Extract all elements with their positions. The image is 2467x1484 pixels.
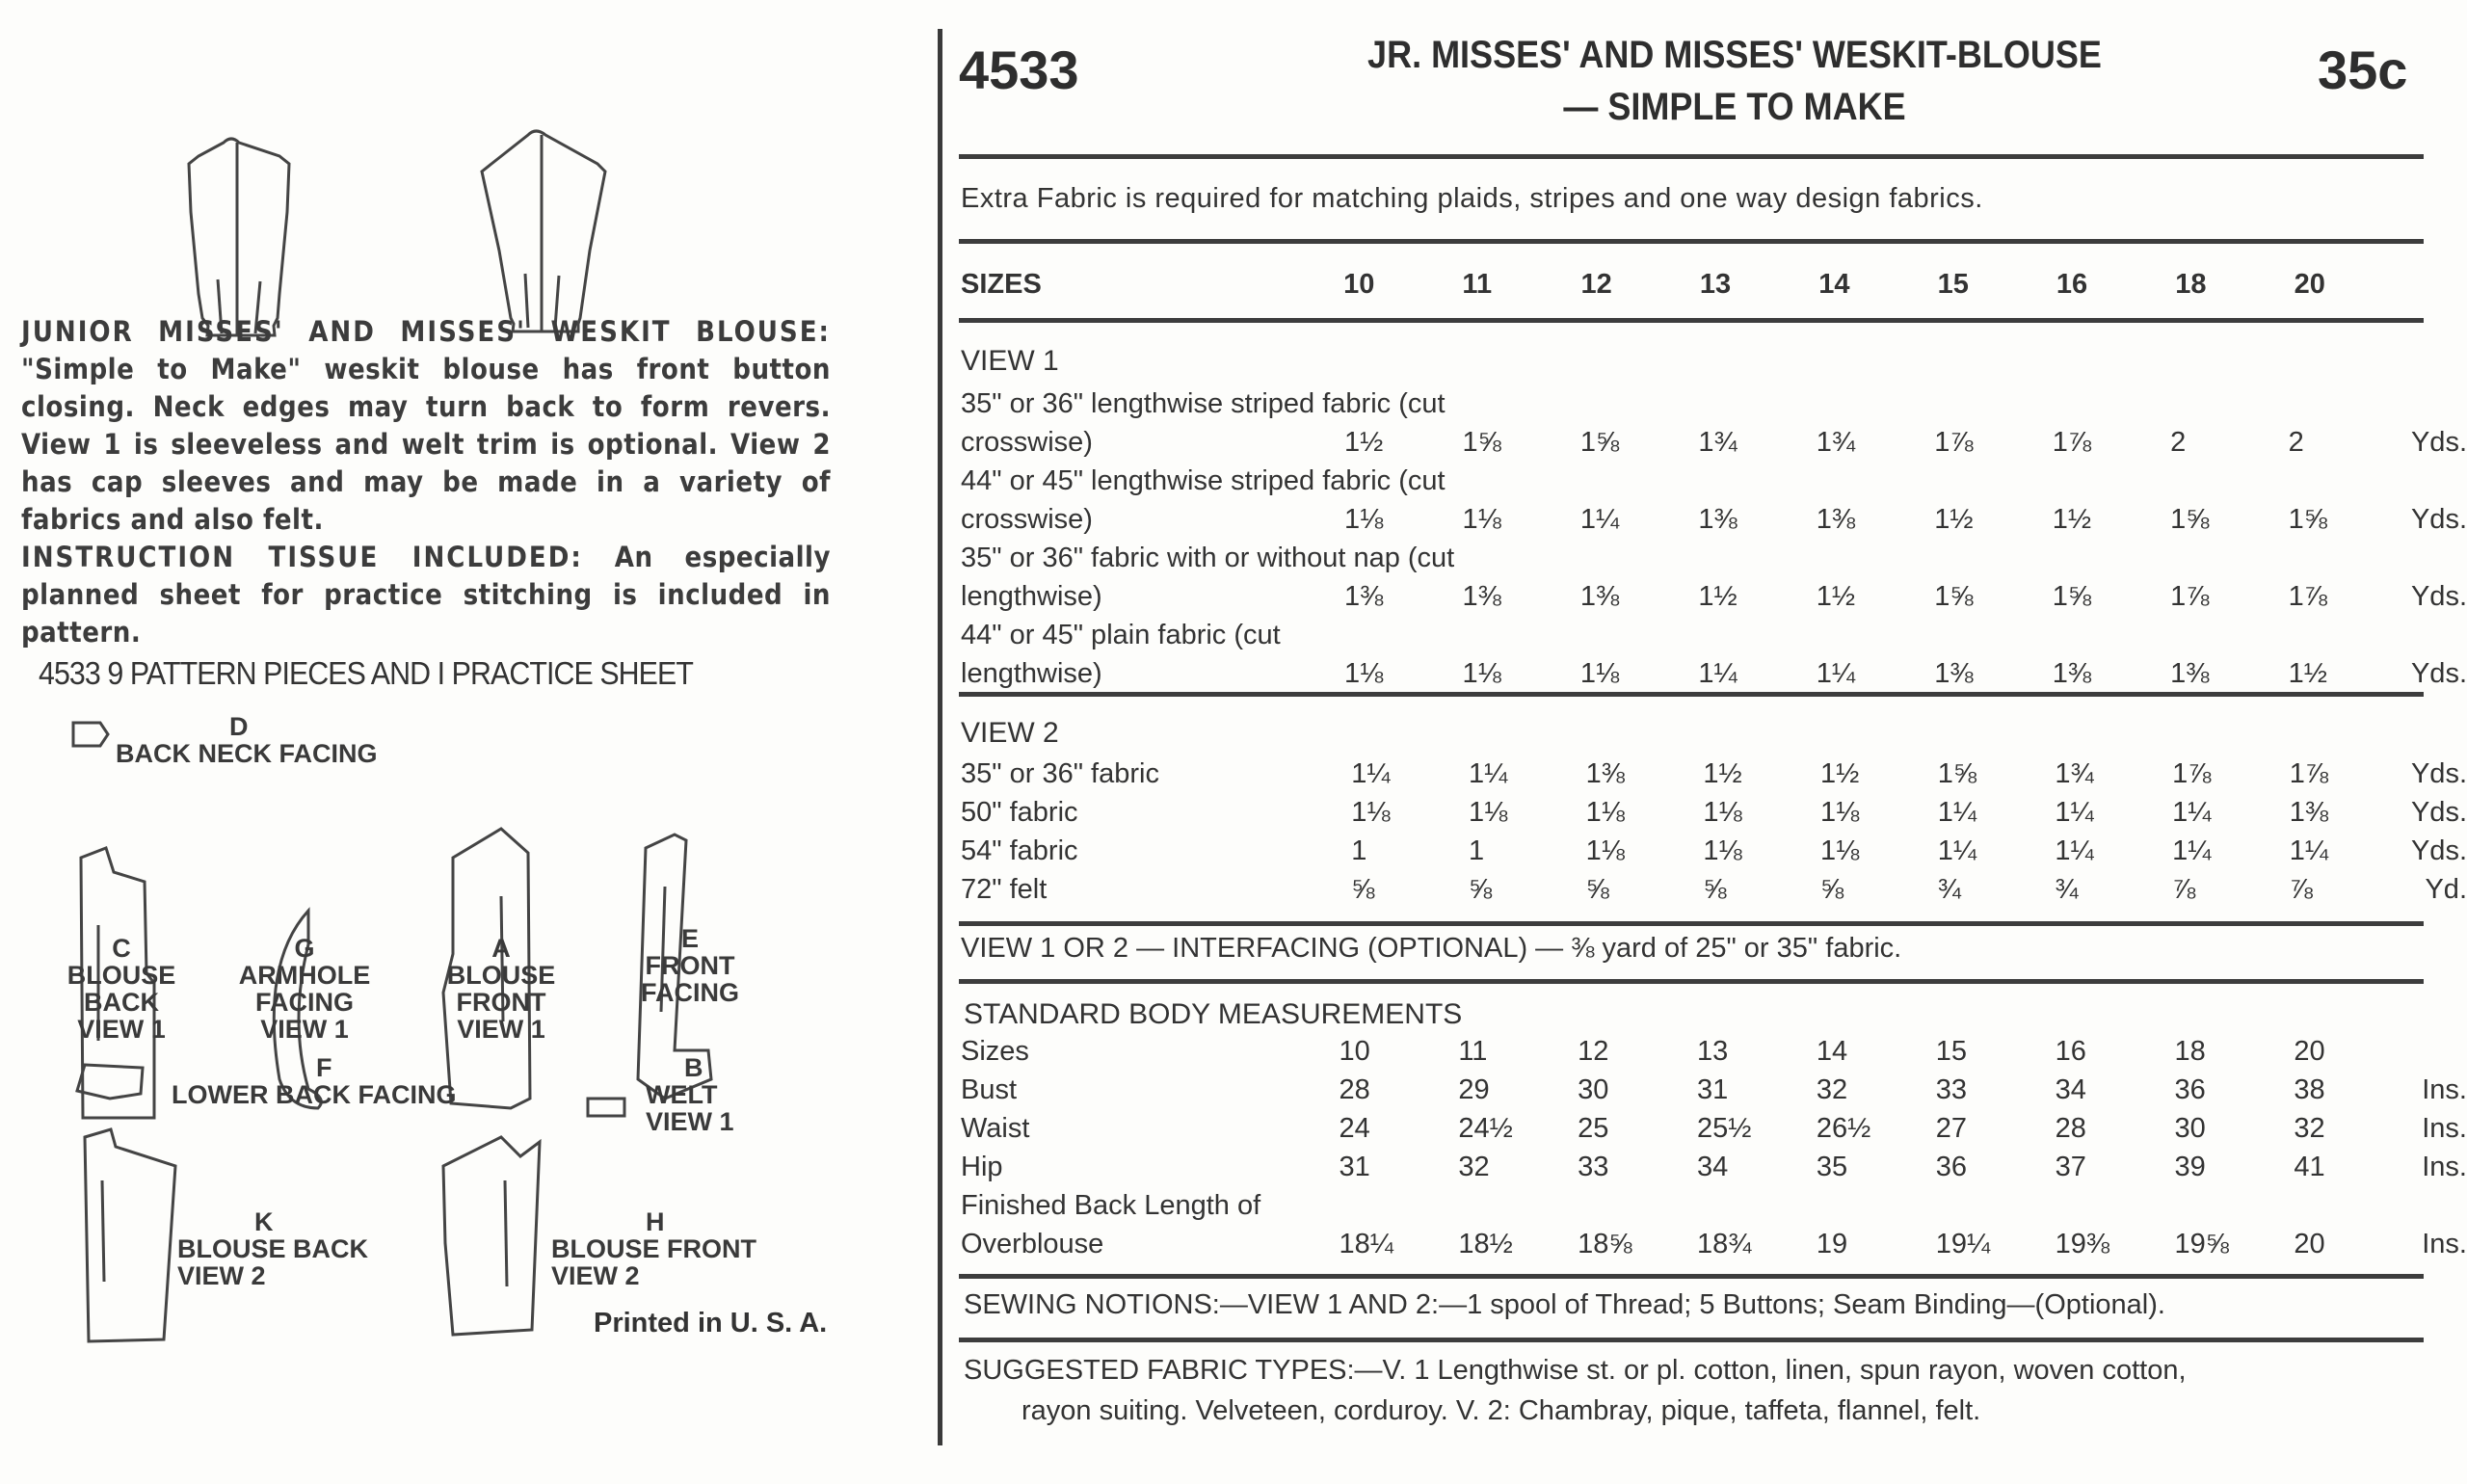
measurement-value: 28: [1339, 1074, 1370, 1105]
yardage-value: 1¼: [1937, 797, 1977, 828]
yardage-value: 1⅜: [1585, 758, 1625, 789]
measurement-label: Hip: [961, 1152, 1003, 1182]
piece-d-shape: [73, 723, 108, 746]
yardage-value: 1½: [1343, 427, 1384, 458]
piece-label-k: K BLOUSE BACK VIEW 2: [177, 1207, 369, 1290]
yardage-value: ¾: [1937, 874, 1961, 905]
yardage-value: 1⅞: [2289, 758, 2329, 789]
yardage-value: ⅝: [1585, 874, 1609, 905]
yardage-value: 1⅞: [2170, 581, 2210, 612]
yardage-value: 1⅛: [1468, 797, 1508, 828]
measurement-value: 36: [1935, 1152, 1968, 1182]
view2-label: VIEW 2: [961, 717, 1059, 749]
piece-h-shape: [443, 1137, 540, 1335]
row-label: 72" felt: [961, 874, 1048, 905]
measurement-value: 31: [1697, 1074, 1729, 1105]
view2-table: [961, 752, 2467, 906]
size: 13: [1699, 269, 1732, 300]
yardage-value: 1¼: [2055, 835, 2094, 866]
yardage-value: 1⅛: [1820, 797, 1860, 828]
yardage-value: ¾: [2055, 874, 2079, 905]
back-length-value: 19¼: [1935, 1229, 1991, 1259]
piece-label-c: C BLOUSE BACK VIEW 1: [66, 934, 176, 1044]
blouse-view2-drawing: [482, 131, 605, 331]
size: 18: [2174, 1036, 2206, 1067]
measurement-row: [961, 1145, 2467, 1183]
body-measurements-label: STANDARD BODY MEASUREMENTS: [964, 998, 1463, 1030]
row-label-line2: lengthwise): [961, 658, 1102, 689]
back-length-value: 18½: [1458, 1229, 1513, 1259]
measurement-value: 34: [1697, 1152, 1729, 1182]
column-divider: [938, 29, 942, 1445]
measurement-value: 29: [1458, 1074, 1490, 1105]
size: 14: [1818, 269, 1850, 300]
yardage-value: 1⅝: [1462, 427, 1501, 458]
sizes-label: Sizes: [961, 1036, 1029, 1067]
measurement-value: 38: [2294, 1074, 2325, 1105]
measurement-value: 26½: [1816, 1113, 1871, 1144]
yardage-value: 1⅜: [2289, 797, 2329, 828]
yardage-value: 1¼: [2172, 835, 2212, 866]
yardage-value: 1⅛: [1343, 504, 1384, 535]
size: 12: [1578, 1036, 1609, 1067]
back-length-value: 19: [1816, 1229, 1848, 1259]
piece-label-b: B WELT VIEW 1: [646, 1053, 734, 1136]
view1-row-label: [961, 536, 2467, 574]
yardage-value: 1⅞: [1934, 427, 1974, 458]
unit: Yds.: [2410, 835, 2467, 866]
yardage-value: 1¼: [1468, 758, 1508, 789]
yardage-value: 1⅛: [1462, 658, 1501, 689]
pieces-title: 4533 9 PATTERN PIECES AND I PRACTICE SHEET: [39, 655, 693, 691]
measurement-value: 25: [1578, 1113, 1609, 1144]
back-length-value: 20: [2294, 1229, 2325, 1259]
yardage-value: 1⅜: [1816, 504, 1856, 535]
rule: [959, 692, 2424, 697]
yardage-value: ⅝: [1703, 874, 1727, 905]
unit: Yd.: [2425, 874, 2467, 905]
size: 10: [1339, 1036, 1370, 1067]
size: 16: [2055, 1036, 2086, 1067]
title-line-2: — SIMPLE TO MAKE: [1563, 86, 1906, 128]
yardage-value: 1⅛: [1585, 797, 1625, 828]
measurement-value: 31: [1339, 1152, 1370, 1182]
rule: [959, 239, 2424, 244]
yardage-value: 1⅜: [1934, 658, 1974, 689]
yardage-value: 1⅛: [1579, 658, 1620, 689]
yardage-value: 1⅝: [2170, 504, 2210, 535]
yardage-value: 1¾: [1698, 427, 1738, 458]
yardage-value: 1½: [1820, 758, 1860, 789]
yardage-value: ⅞: [2289, 874, 2313, 905]
view1-row-label: [961, 459, 2467, 497]
yardage-value: 1¼: [1351, 758, 1391, 789]
yardage-value: 1½: [1816, 581, 1856, 612]
rule: [959, 1274, 2424, 1279]
rule: [959, 921, 2424, 926]
fabric-types-line2: rayon suiting. Velveteen, corduroy. V. 2: Chambray, pique, taffeta, flannel, felt.: [1021, 1395, 1981, 1426]
row-label-line1: 35" or 36" fabric with or without nap (cut: [961, 543, 1455, 573]
unit: Yds.: [2410, 797, 2467, 828]
size: 15: [1937, 269, 1969, 300]
size: 13: [1697, 1036, 1729, 1067]
size: 15: [1935, 1036, 1968, 1067]
yardage-value: 1½: [1698, 581, 1738, 612]
yardage-value: 1½: [1934, 504, 1974, 535]
yardage-value: 2: [2170, 427, 2187, 458]
back-length-row: [961, 1222, 2467, 1260]
yardage-value: 1⅜: [2052, 658, 2092, 689]
yardage-value: 1: [1468, 835, 1485, 866]
unit: Yds.: [2410, 758, 2467, 789]
piece-label-a: A BLOUSE FRONT VIEW 1: [446, 934, 556, 1044]
view1-row-label: [961, 613, 2467, 651]
yardage-value: 1¼: [1579, 504, 1620, 535]
measurement-label: Bust: [961, 1074, 1018, 1105]
measurement-row: [961, 1068, 2467, 1106]
back-length-value: 18¾: [1697, 1229, 1752, 1259]
yardage-value: 1⅛: [1462, 504, 1501, 535]
measurement-value: 39: [2174, 1152, 2206, 1182]
size: 20: [2294, 269, 2325, 300]
unit: Yds.: [2410, 504, 2467, 535]
view1-label: VIEW 1: [961, 345, 1059, 377]
unit: Ins.: [2422, 1152, 2467, 1182]
size: 11: [1462, 269, 1493, 300]
yardage-value: 1⅛: [1351, 797, 1391, 828]
back-length-line1: Finished Back Length of: [961, 1190, 1261, 1221]
unit: Yds.: [2410, 427, 2467, 458]
back-length-value: 19⅝: [2174, 1229, 2229, 1259]
row-label-line1: 44" or 45" lengthwise striped fabric (cut: [961, 465, 1446, 496]
price: 35c: [2318, 40, 2408, 100]
measurement-row: [961, 1106, 2467, 1145]
measurement-value: 30: [2174, 1113, 2206, 1144]
description-body: "Simple to Make" weskit blouse has front button closing. Neck edges may turn back to form revers. View 1 is sleeveless and welt trim is optional. View 2 has cap sleeves and may be made in a variety of fabrics and also felt.: [21, 353, 831, 536]
piece-label-d: D BACK NECK FACING: [116, 712, 378, 768]
description-heading: JUNIOR MISSES' AND MISSES' WESKIT BLOUSE:: [21, 315, 831, 348]
yardage-value: 1⅜: [1698, 504, 1738, 535]
view1-row: [961, 574, 2467, 613]
yardage-value: ⅝: [1468, 874, 1493, 905]
pattern-title: [1214, 29, 2255, 133]
measurement-value: 32: [2294, 1113, 2325, 1144]
view2-row: [961, 752, 2467, 790]
measurement-value: 24: [1339, 1113, 1370, 1144]
measurement-value: 28: [2055, 1113, 2086, 1144]
yardage-value: 1⅞: [2172, 758, 2212, 789]
size: 16: [2056, 269, 2088, 300]
view1-row: [961, 420, 2467, 459]
view1-row: [961, 497, 2467, 536]
view2-row: [961, 867, 2467, 906]
measurement-value: 24½: [1458, 1113, 1513, 1144]
yardage-value: 1⅜: [2170, 658, 2210, 689]
view1-row: [961, 651, 2467, 690]
row-label: 35" or 36" fabric: [961, 758, 1159, 789]
rule: [959, 979, 2424, 984]
yardage-value: 1⅜: [1579, 581, 1620, 612]
unit: Yds.: [2410, 658, 2467, 689]
measurement-value: 37: [2055, 1152, 2086, 1182]
measurement-value: 36: [2174, 1074, 2206, 1105]
piece-b-shape: [588, 1099, 624, 1116]
size: 20: [2294, 1036, 2325, 1067]
spacer: [2388, 1029, 2467, 1068]
view1-table: [961, 382, 2467, 690]
yardage-value: 1⅞: [2052, 427, 2092, 458]
yardage-value: 1¼: [2172, 797, 2212, 828]
extra-fabric-note: Extra Fabric is required for matching plaids, stripes and one way design fabrics.: [961, 183, 1983, 214]
yardage-value: 1¼: [1816, 658, 1856, 689]
yardage-value: 2: [2288, 427, 2304, 458]
piece-label-g: G ARMHOLE FACING VIEW 1: [238, 934, 371, 1044]
printed-in-usa: Printed in U. S. A.: [594, 1308, 828, 1338]
yardage-value: 1⅝: [1934, 581, 1974, 612]
view1-row-label: [961, 382, 2467, 420]
measurement-value: 33: [1935, 1074, 1968, 1105]
row-label-line1: 44" or 45" plain fabric (cut: [961, 620, 1281, 650]
instruction-heading: INSTRUCTION TISSUE INCLUDED:: [21, 541, 583, 573]
yardage-value: ⅝: [1820, 874, 1844, 905]
yardage-value: 1⅛: [1820, 835, 1860, 866]
yardage-value: 1¼: [2055, 797, 2094, 828]
interfacing-note: VIEW 1 OR 2 — INTERFACING (OPTIONAL) — ⅜ yard of 25" or 35" fabric.: [961, 933, 1902, 964]
unit: Ins.: [2422, 1229, 2467, 1259]
row-label-line2: lengthwise): [961, 581, 1102, 612]
yardage-value: 1⅝: [1937, 758, 1977, 789]
size: 11: [1458, 1036, 1488, 1067]
back-length-value: 19⅜: [2055, 1229, 2110, 1259]
pattern-number: 4533: [959, 40, 1079, 100]
body-sizes-row: [961, 1029, 2467, 1068]
view2-row: [961, 790, 2467, 829]
row-label-line2: crosswise): [961, 427, 1093, 458]
yardage-value: 1⅛: [1703, 835, 1742, 866]
yardage-value: 1⅛: [1585, 835, 1625, 866]
measurement-value: 30: [1578, 1074, 1609, 1105]
back-length-label-row: [961, 1183, 2467, 1222]
yardage-value: ⅞: [2172, 874, 2196, 905]
view2-row: [961, 829, 2467, 867]
rule: [959, 1338, 2424, 1342]
row-label: 54" fabric: [961, 835, 1078, 866]
measurement-value: 34: [2055, 1074, 2086, 1105]
piece-k-shape: [85, 1129, 175, 1341]
unit: Ins.: [2422, 1113, 2467, 1144]
back-length-line2: Overblouse: [961, 1229, 1104, 1259]
measurement-value: 33: [1578, 1152, 1609, 1182]
size: 18: [2175, 269, 2207, 300]
measurement-value: 27: [1935, 1113, 1968, 1144]
measurement-value: 32: [1816, 1074, 1848, 1105]
unit: Ins.: [2422, 1074, 2467, 1105]
piece-f-shape: [77, 1065, 143, 1099]
yardage-value: 1¼: [2289, 835, 2329, 866]
title-line-1: JR. MISSES' AND MISSES' WESKIT-BLOUSE: [1367, 34, 2102, 76]
body-measurements-table: [961, 1029, 2467, 1260]
row-label: 50" fabric: [961, 797, 1078, 828]
sewing-notions: SEWING NOTIONS:—VIEW 1 AND 2:—1 spool of Thread; 5 Buttons; Seam Binding—(Optional).: [964, 1289, 2165, 1320]
row-label-line1: 35" or 36" lengthwise striped fabric (cut: [961, 388, 1446, 419]
blouse-view1-drawing: [189, 139, 289, 335]
description: [21, 313, 831, 651]
row-label-line2: crosswise): [961, 504, 1093, 535]
yardage-value: 1⅝: [2288, 504, 2327, 535]
measurement-value: 35: [1816, 1152, 1848, 1182]
sizes-header-row: [961, 262, 2467, 301]
rule: [959, 318, 2424, 323]
yardage-value: 1⅞: [2288, 581, 2327, 612]
yardage-value: 1¼: [1937, 835, 1977, 866]
measurement-label: Waist: [961, 1113, 1030, 1144]
size: 12: [1580, 269, 1612, 300]
piece-label-e: E FRONT FACING: [640, 924, 739, 1007]
yardage-value: 1⅛: [1703, 797, 1742, 828]
yardage-value: 1⅜: [1462, 581, 1501, 612]
size: 14: [1816, 1036, 1848, 1067]
back-length-value: 18⅝: [1578, 1229, 1632, 1259]
fabric-types-line1: SUGGESTED FABRIC TYPES:—V. 1 Lengthwise st. or pl. cotton, linen, spun rayon, woven cotton,: [964, 1355, 2187, 1386]
yardage-value: 1¼: [1698, 658, 1738, 689]
measurement-value: 41: [2294, 1152, 2325, 1182]
sizes-label: SIZES: [961, 269, 1042, 300]
yardage-value: ⅝: [1351, 874, 1375, 905]
yardage-value: 1½: [2288, 658, 2327, 689]
yardage-value: 1⅜: [1343, 581, 1384, 612]
yardage-value: 1½: [1703, 758, 1742, 789]
yardage-value: 1⅛: [1343, 658, 1384, 689]
yardage-value: 1¾: [2055, 758, 2094, 789]
piece-label-h: H BLOUSE FRONT VIEW 2: [551, 1207, 756, 1290]
size: 10: [1343, 269, 1375, 300]
yardage-value: 1⅝: [2052, 581, 2092, 612]
piece-label-f: F LOWER BACK FACING: [172, 1053, 457, 1109]
back-length-value: 18¼: [1339, 1229, 1393, 1259]
yardage-value: 1: [1351, 835, 1367, 866]
rule: [959, 154, 2424, 159]
measurement-value: 32: [1458, 1152, 1490, 1182]
yardage-value: 1¾: [1816, 427, 1856, 458]
yardage-value: 1½: [2052, 504, 2092, 535]
yardage-value: 1⅝: [1579, 427, 1620, 458]
unit: Yds.: [2410, 581, 2467, 612]
instruction-body: An especially planned sheet for practice stitching is included in pattern.: [21, 541, 831, 649]
measurement-value: 25½: [1697, 1113, 1752, 1144]
